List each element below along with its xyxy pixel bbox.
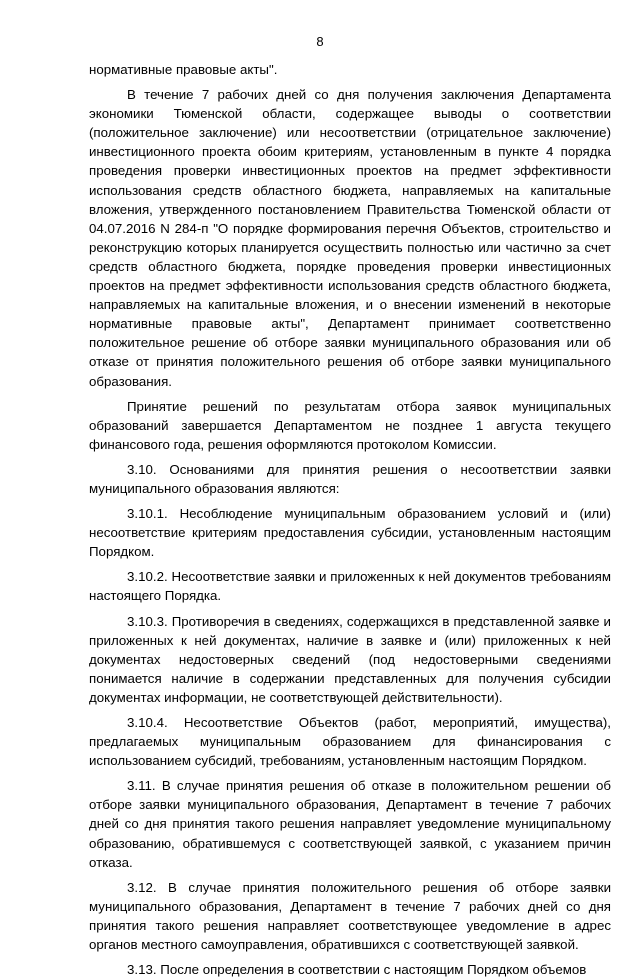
paragraph-3-10-2: 3.10.2. Несоответствие заявки и приложенных к ней документов требованиям настоящего Порядка. — [89, 569, 611, 604]
paragraph-3-10-3: 3.10.3. Противоречия в сведениях, содержащихся в представленной заявке и приложенных к ней документах, наличие в заявке и (или) приложенных к ней документах недостоверных сведений (под недостоверными сведениями понимается наличие в содержании представленных для получения субсидии документах информации, не соответствующей действительности). — [89, 613, 611, 705]
paragraph-3-11: 3.11. В случае принятия решения об отказе в положительном решении об отборе заявки муниципального образования, Департамент в течение 7 рабочих дней со дня принятия такого решения направляет уведомление муниципальному образованию, обратившемуся с соответствующей заявкой, с указанием причин отказа. — [89, 778, 611, 870]
paragraph-3-12: 3.12. В случае принятия положительного решения об отборе заявки муниципального образования, Департамент в течение 7 рабочих дней со дня принятия такого решения направляет соответствующее уведомление в адрес органов местного самоуправления, обратившихся с соответствующей заявкой. — [89, 879, 611, 953]
paragraph-3-10-1: 3.10.1. Несоблюдение муниципальным образованием условий и (или) несоответствие критериям предоставления субсидии, установленным настоящим Порядком. — [89, 506, 611, 560]
paragraph-continuation: нормативные правовые акты". — [89, 62, 278, 77]
paragraph-decision-deadline: Принятие решений по результатам отбора заявок муниципальных образований завершается Департаментом не позднее 1 августа текущего финансового года, решения оформляются протоколом Комиссии. — [89, 398, 611, 452]
paragraph-3-10-4: 3.10.4. Несоответствие Объектов (работ, мероприятий, имущества), предлагаемых муниципальным образованием для финансирования с использованием субсидий, требованиям, установленным настоящим Порядком. — [89, 715, 611, 769]
paragraph-3-13: 3.13. После определения в соответствии с настоящим Порядком объемов — [127, 962, 587, 978]
document-body — [89, 60, 611, 979]
paragraph-conclusion-decision: В течение 7 рабочих дней со дня получения заключения Департамента экономики Тюменской области, содержащее выводы о соответствии (положительное заключение) или несоответствии (отрицательное заключение) инвестиционного проекта обоим критериям, установленным в пункте 4 порядка проведения проверки инвестиционных проектов на предмет эффективности использования средств областного бюджета, направляемых на капитальные вложения, утвержденного постановлением Правительства Тюменской области от 04.07.2016 N 284-п "О порядке формирования перечня Объектов, строительство и реконструкцию которых планируется осуществить полностью или частично за счет средств областного бюджета, порядке проведения проверки инвестиционных проектов на предмет эффективности использования средств областного бюджета, направляемых на капитальные вложения, и о внесении изменений в некоторые нормативные правовые акты", Департамент принимает соответственно положительное решение об отборе заявки муниципального образования или об отказе от принятия положительного решения об отборе заявки муниципального образования. — [89, 87, 611, 389]
paragraph-3-10: 3.10. Основаниями для принятия решения о несоответствии заявки муниципального образования являются: — [89, 461, 611, 496]
page-number: 8 — [316, 34, 324, 49]
